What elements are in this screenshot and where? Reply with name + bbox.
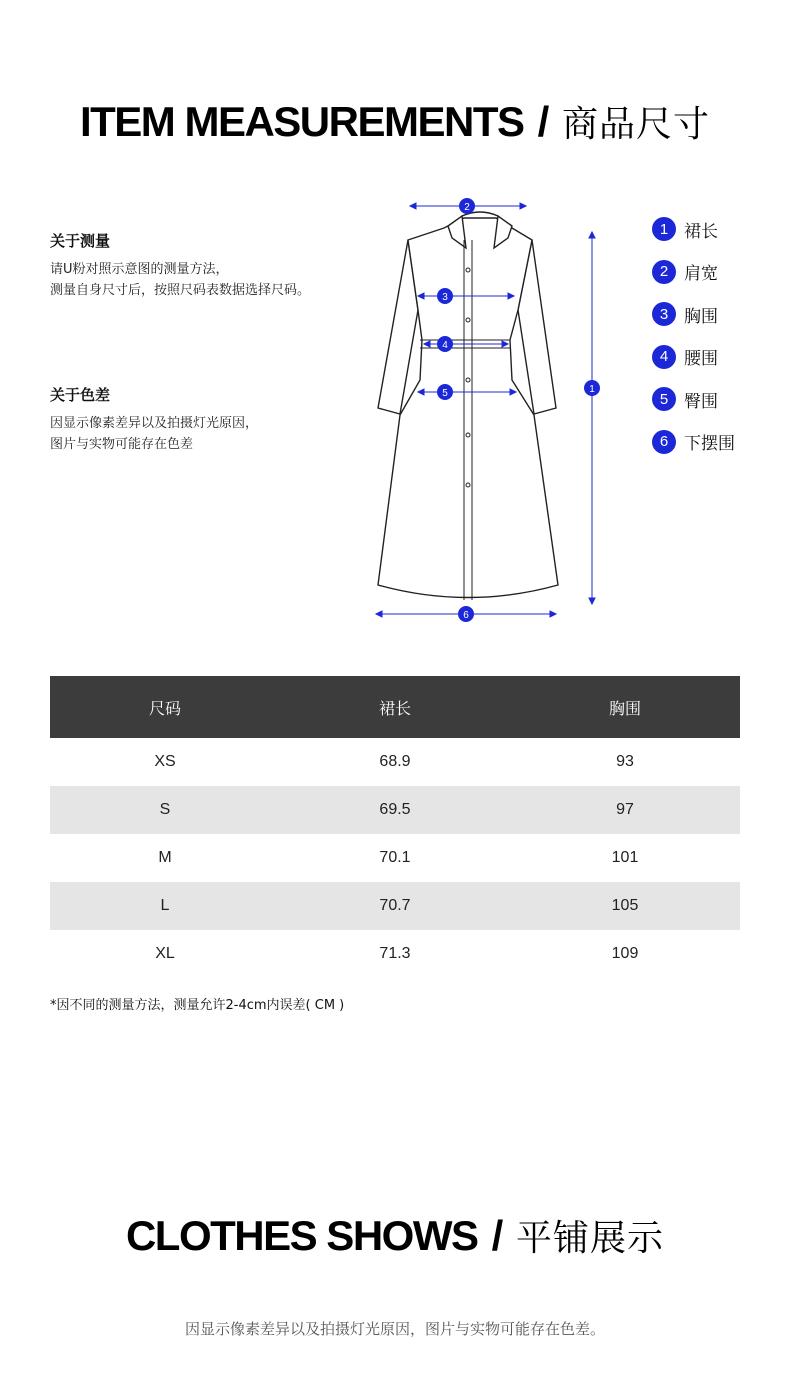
legend-item [652, 336, 735, 379]
clothes-shows-title [0, 1210, 790, 1261]
legend-label: 腰围 [684, 349, 718, 370]
legend-label: 肩宽 [684, 264, 718, 285]
marker-2-label: 2 [464, 202, 470, 213]
table-row [50, 930, 740, 978]
cell-size: M [158, 849, 172, 866]
marker-6-label: 6 [463, 610, 469, 621]
legend-item [652, 293, 735, 336]
legend-label: 裙长 [684, 221, 718, 242]
title-en: CLOTHES SHOWS [125, 1212, 478, 1259]
title-en: ITEM MEASUREMENTS [79, 98, 524, 145]
color-disclaimer: 因显示像素差异以及拍摄灯光原因，图片与实物可能存在色差。 [184, 1320, 605, 1338]
cell-chest: 105 [510, 882, 740, 930]
legend-number: 5 [652, 387, 676, 411]
legend-item [652, 378, 735, 421]
legend-number: 4 [652, 345, 676, 369]
cell-length: 70.1 [379, 849, 411, 866]
cell-length: 70.7 [280, 882, 510, 930]
table-row [50, 738, 740, 786]
legend-item [652, 251, 735, 294]
table-footnote: *因不同的测量方法，测量允许2-4cm内误差( CM ) [50, 998, 345, 1013]
measure-note-line: 测量自身尺寸后，按照尺码表数据选择尺码。 [50, 283, 311, 298]
size-table [50, 676, 740, 978]
cell-length: 71.3 [379, 945, 411, 962]
title-slash: / [537, 98, 548, 145]
legend-number: 6 [652, 430, 676, 454]
color-note-line: 图片与实物可能存在色差 [50, 437, 194, 452]
measurements-title [0, 96, 790, 147]
color-note-heading: 关于色差 [50, 386, 111, 404]
cell-chest: 97 [510, 786, 740, 834]
measure-note-heading: 关于测量 [50, 232, 111, 250]
cell-size: S [50, 786, 280, 834]
title-cn: 商品尺寸 [562, 104, 711, 145]
dress-diagram [360, 190, 620, 630]
title-slash: / [491, 1212, 502, 1259]
color-note-line: 因显示像素差异以及拍摄灯光原因， [50, 416, 259, 431]
column-header-chest: 胸围 [510, 676, 740, 738]
table-row [50, 786, 740, 834]
cell-chest: 109 [611, 945, 639, 962]
table-row [50, 834, 740, 882]
marker-4-label: 4 [442, 340, 448, 351]
color-note [50, 384, 350, 455]
cell-chest: 101 [611, 849, 639, 866]
title-cn: 平铺展示 [516, 1218, 665, 1259]
marker-1-label: 1 [589, 384, 595, 395]
cell-size: XL [155, 945, 175, 962]
cell-size: XS [154, 753, 176, 770]
legend-number: 2 [652, 260, 676, 284]
measure-note-line: 请U粉对照示意图的测量方法， [50, 262, 229, 277]
legend-label: 胸围 [684, 306, 718, 327]
legend-label: 下摆围 [684, 434, 735, 455]
legend-number: 3 [652, 302, 676, 326]
cell-length: 68.9 [379, 753, 411, 770]
marker-5-label: 5 [442, 388, 448, 399]
cell-chest: 93 [616, 753, 634, 770]
cell-length: 69.5 [280, 786, 510, 834]
column-header-size: 尺码 [50, 676, 280, 738]
legend-item [652, 421, 735, 464]
legend-item [652, 208, 735, 251]
table-header-row [50, 676, 740, 738]
legend-number: 1 [652, 217, 676, 241]
measure-legend [652, 208, 735, 463]
marker-3-label: 3 [442, 292, 448, 303]
cell-size: L [50, 882, 280, 930]
measure-note [50, 230, 350, 301]
legend-label: 臀围 [684, 391, 718, 412]
table-row [50, 882, 740, 930]
column-header-length: 裙长 [280, 676, 510, 738]
